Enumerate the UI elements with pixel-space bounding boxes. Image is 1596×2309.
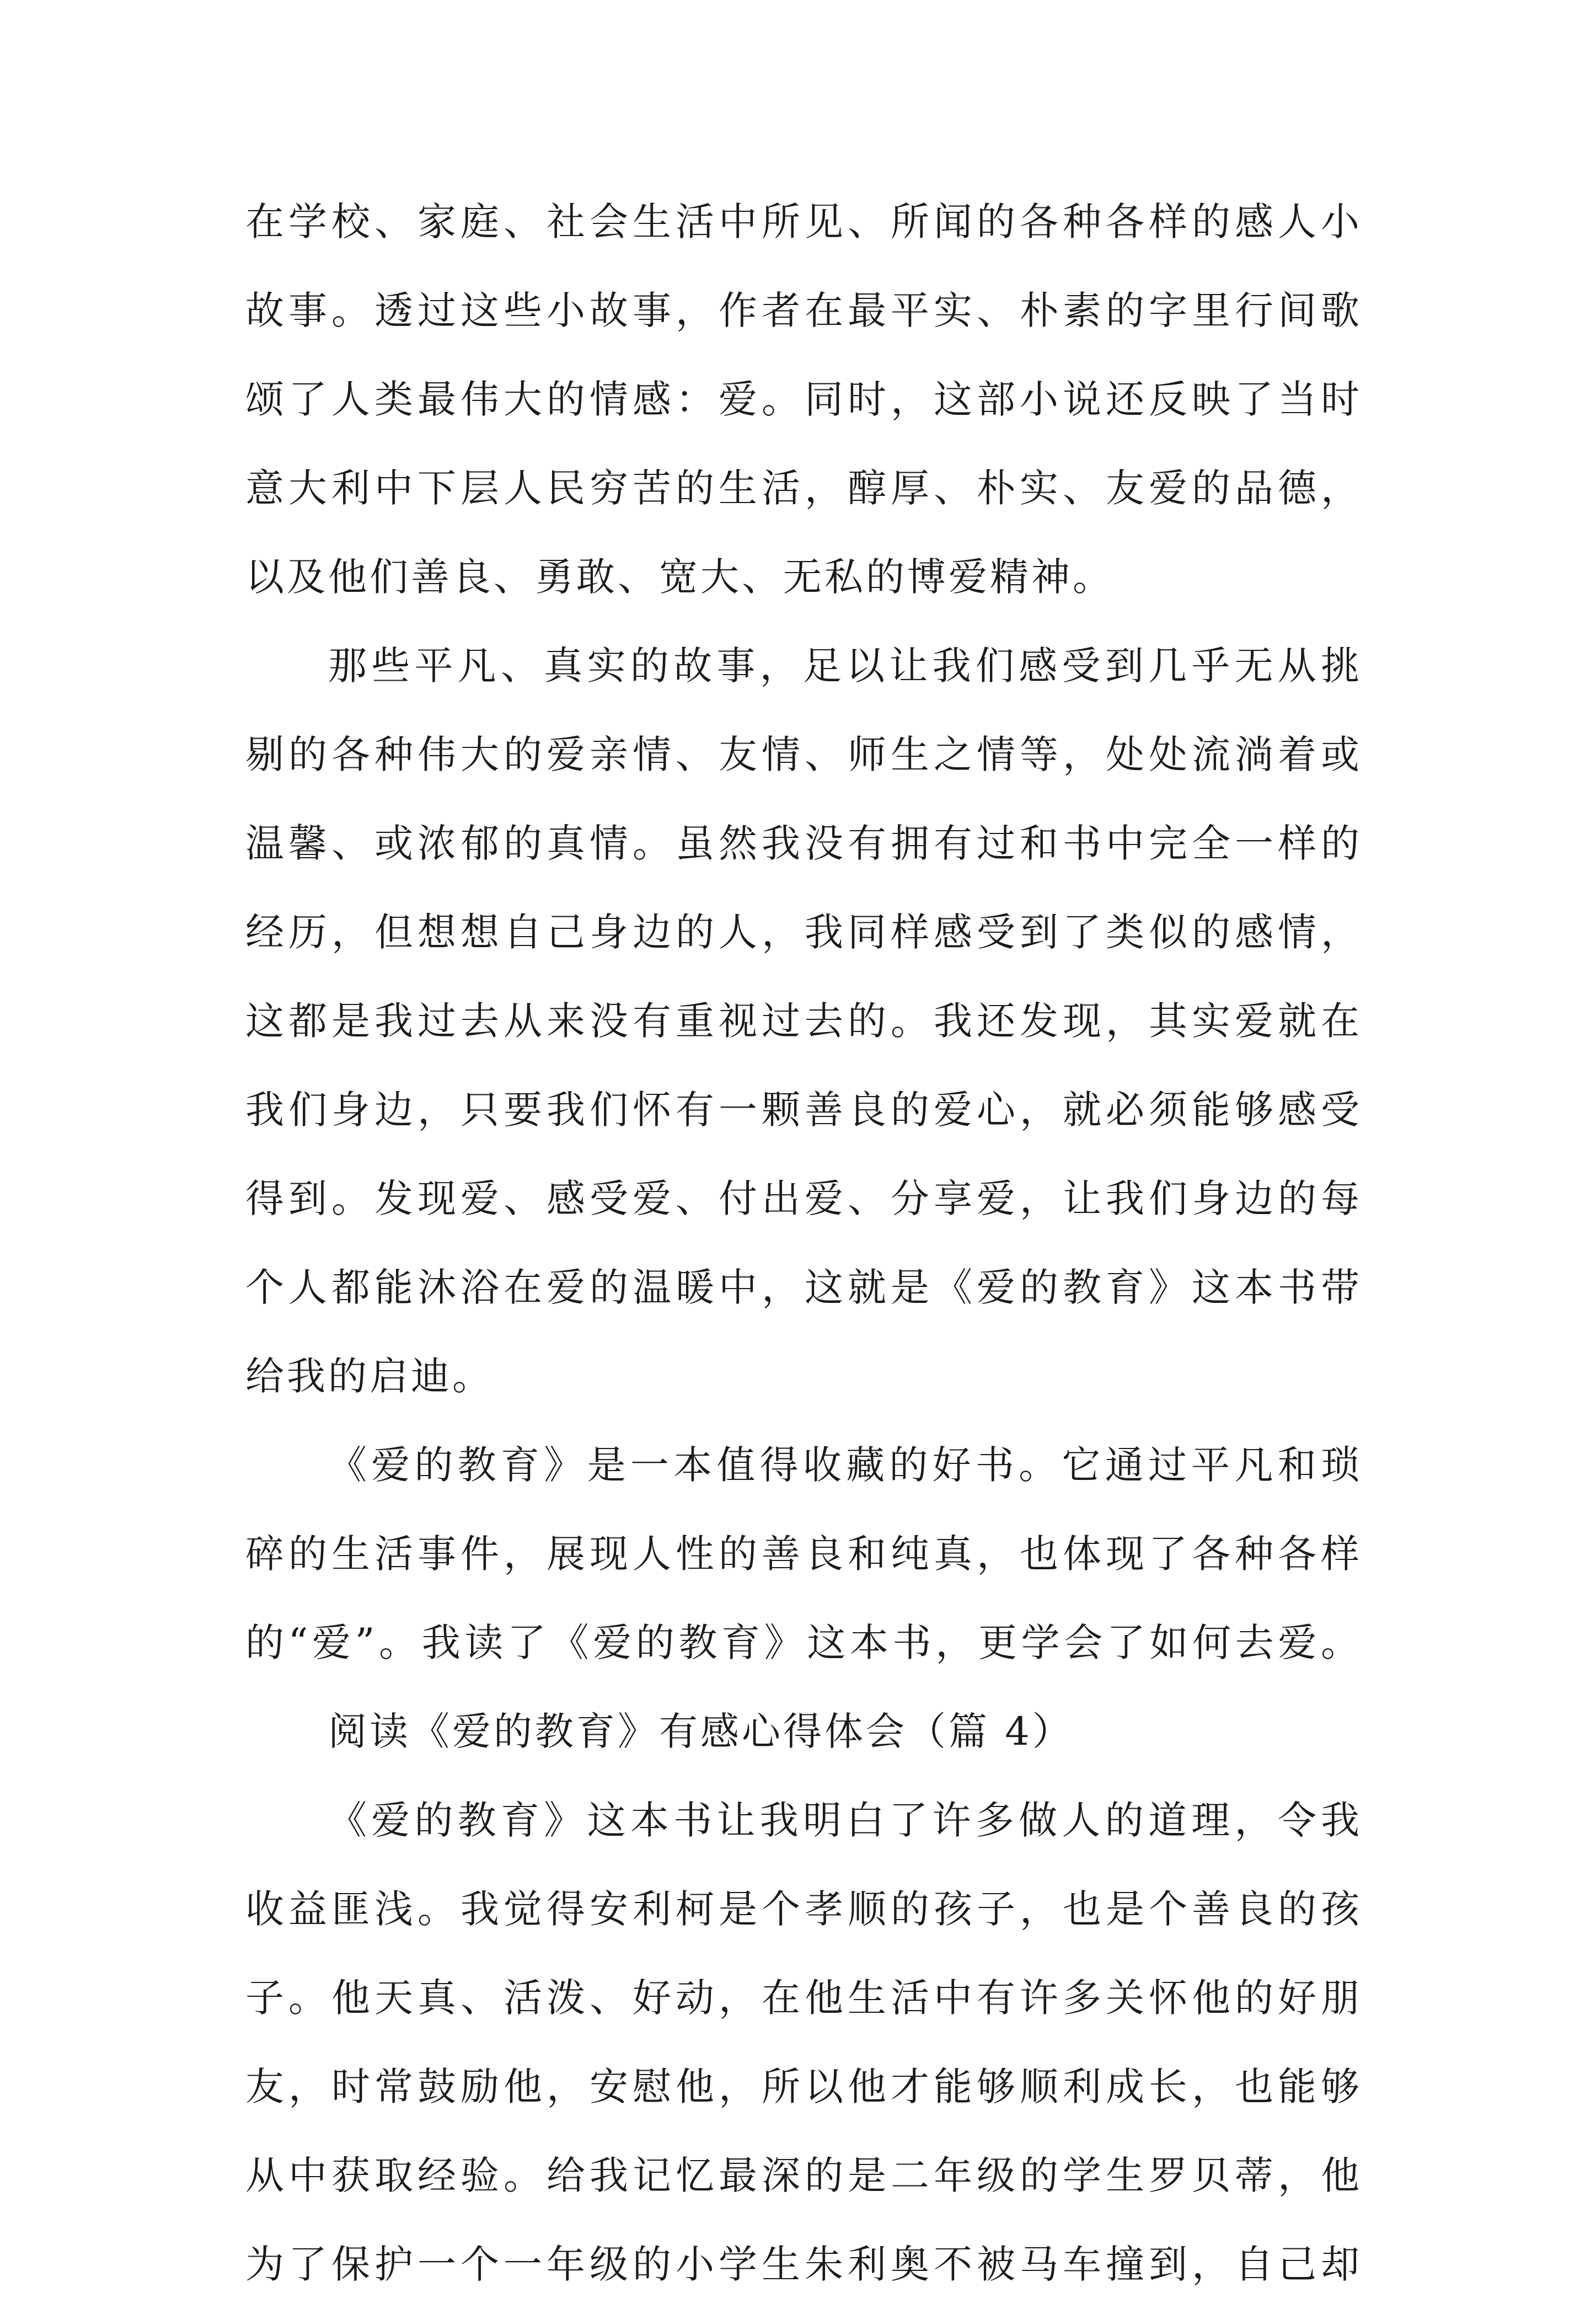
text-line: 温馨、或浓郁的真情。虽然我没有拥有过和书中完全一样的 [245, 821, 1362, 866]
text-line: 子。他天真、活泼、好动，在他生活中有许多关怀他的好朋 [245, 1975, 1362, 2021]
text-line: 《爱的教育》是一本值得收藏的好书。它通过平凡和琐 [328, 1442, 1362, 1488]
text-line: 为了保护一个一年级的小学生朱利奥不被马车撞到，自己却 [245, 2242, 1362, 2287]
text-line: 经历，但想想自己身边的人，我同样感受到了类似的感情， [245, 910, 1362, 955]
text-line: 颂了人类最伟大的情感：爱。同时，这部小说还反映了当时 [245, 377, 1362, 422]
text-line: 那些平凡、真实的故事，足以让我们感受到几乎无从挑 [328, 643, 1362, 688]
text-line: 我们身边，只要我们怀有一颗善良的爱心，就必须能够感受 [245, 1087, 1362, 1132]
text-line: 剔的各种伟大的爱亲情、友情、师生之情等，处处流淌着或 [245, 732, 1362, 777]
text-line: 阅读《爱的教育》有感心得体会（篇 4） [328, 1709, 1074, 1754]
text-line: 从中获取经验。给我记忆最深的是二年级的学生罗贝蒂，他 [245, 2153, 1362, 2198]
text-line: 以及他们善良、勇敢、宽大、无私的博爱精神。 [245, 554, 1114, 600]
text-line: 给我的启迪。 [245, 1354, 494, 1399]
text-line: 意大利中下层人民穷苦的生活，醇厚、朴实、友爱的品德， [245, 466, 1362, 511]
text-line: 个人都能沐浴在爱的温暖中，这就是《爱的教育》这本书带 [245, 1265, 1362, 1310]
text-line: 得到。发现爱、感受爱、付出爱、分享爱，让我们身边的每 [245, 1176, 1362, 1221]
text-line: 《爱的教育》这本书让我明白了许多做人的道理，令我 [328, 1798, 1362, 1843]
text-line: 这都是我过去从来没有重视过去的。我还发现，其实爱就在 [245, 998, 1362, 1044]
text-line: 碎的生活事件，展现人性的善良和纯真，也体现了各种各样 [245, 1531, 1362, 1576]
text-line: 在学校、家庭、社会生活中所见、所闻的各种各样的感人小 [245, 199, 1362, 244]
text-line: 的“爱”。我读了《爱的教育》这本书，更学会了如何去爱。 [245, 1620, 1362, 1665]
text-line: 故事。透过这些小故事，作者在最平实、朴素的字里行间歌 [245, 288, 1362, 333]
text-line: 收益匪浅。我觉得安利柯是个孝顺的孩子，也是个善良的孩 [245, 1886, 1362, 1932]
document-body [245, 178, 1362, 2309]
text-line: 友，时常鼓励他，安慰他，所以他才能够顺利成长，也能够 [245, 2064, 1362, 2109]
